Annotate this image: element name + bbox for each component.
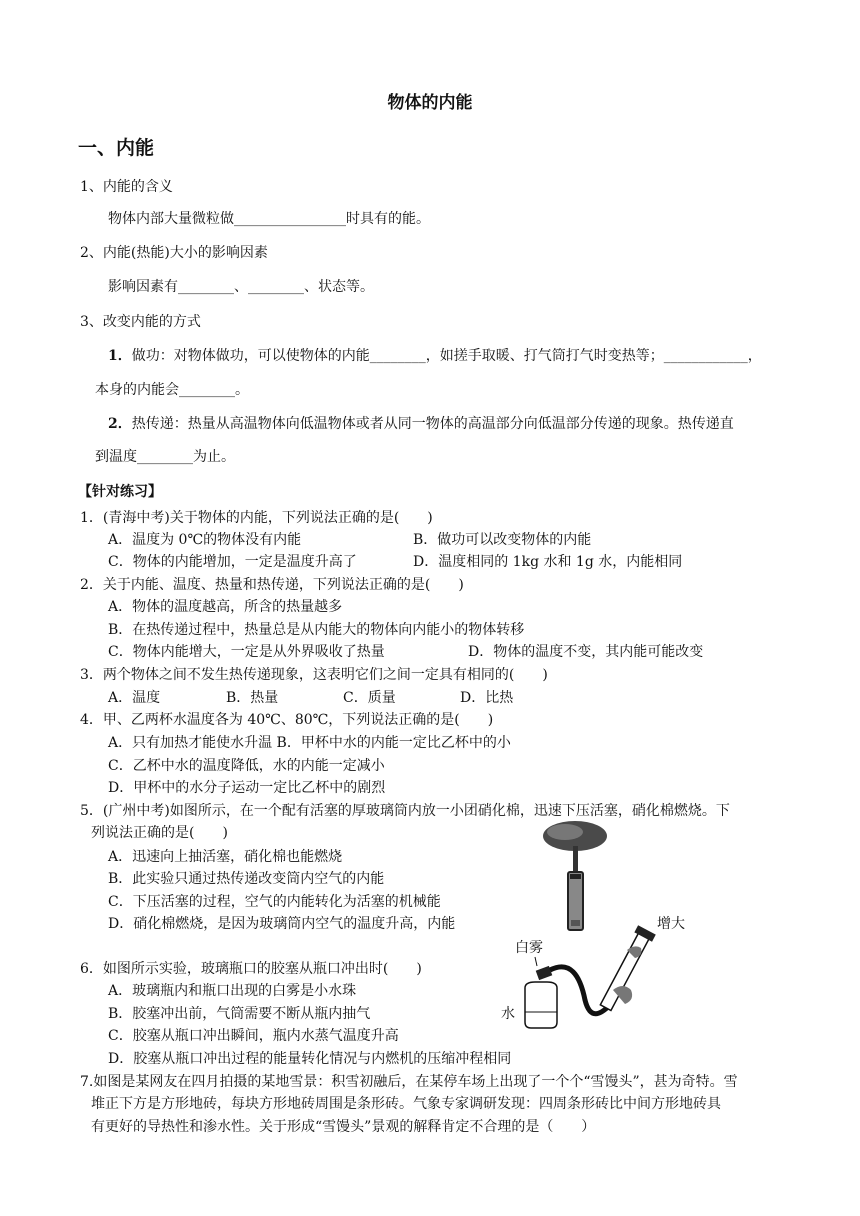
item-number: 1．: [108, 348, 132, 364]
option-c: C．胶塞从瓶口冲出瞬间，瓶内水蒸气温度升高: [108, 1028, 399, 1044]
option-d: D．物体的温度不变，其内能可能改变: [468, 644, 704, 660]
subheading-3: 3、改变内能的方式: [80, 314, 201, 330]
option-d-tail: 增大: [657, 916, 685, 932]
option-b: B．此实验只通过热传递改变筒内空气的内能: [108, 871, 385, 887]
item-number: 2．: [108, 416, 132, 432]
option-b: B．胶塞冲出前，气筒需要不断从瓶内抽气: [108, 1006, 371, 1022]
option-c: C．乙杯中水的温度降低，水的内能一定减小: [108, 758, 385, 774]
fill-blank-text: 影响因素有________、________、状态等。: [108, 279, 374, 295]
method-1-line2: 本身的内能会________。: [95, 382, 249, 398]
method-1-line1: 1．做功：对物体做功，可以使物体的内能________，如搓手取暖、打气筒打气时变热等；____________，: [108, 348, 762, 364]
subheading-1: 1、内能的含义: [80, 179, 173, 195]
glass-bottle: [525, 982, 557, 1028]
option-ab: A．只有加热才能使水升温 B．甲杯中水的内能一定比乙杯中的小: [108, 735, 511, 751]
method-2-line1: 2．热传递：热量从高温物体向低温物体或者从同一物体的高温部分向低温部分传递的现象。热传递直: [108, 416, 734, 432]
question-7-line3: 有更好的导热性和渗水性。关于形成“雪馒头”景观的解释肯定不合理的是（ ）: [91, 1119, 596, 1135]
option-a: A．温度: [108, 690, 161, 706]
question-6-stem: 6．如图所示实验，玻璃瓶口的胶塞从瓶口冲出时( ): [80, 961, 422, 977]
question-7-line2: 堆正下方是方形地砖，每块方形地砖周围是条形砖。气象专家调研发现：四周条形砖比中间方形地砖具: [91, 1096, 721, 1112]
option-b: B．在热传递过程中，热量总是从内能大的物体向内能小的物体转移: [108, 622, 525, 638]
method-2-line2: 到温度________为止。: [95, 449, 235, 465]
option-a: A．温度为 0℃的物体没有内能: [108, 532, 302, 548]
question-5-stem: 5．(广州中考)如图所示，在一个配有活塞的厚玻璃筒内放一小团硝化棉，迅速下压活塞，硝化棉燃烧。下: [80, 803, 730, 819]
option-a: A．迅速向上抽活塞，硝化棉也能燃烧: [108, 849, 343, 865]
question-1-stem: 1．(青海中考)关于物体的内能，下列说法正确的是( ): [80, 510, 433, 526]
practice-heading: 【针对练习】: [78, 484, 162, 500]
hose: [550, 967, 610, 1014]
fill-blank-text: 物体内部大量微粒做________________时具有的能。: [108, 211, 430, 227]
subheading-2: 2、内能(热能)大小的影响因素: [80, 245, 268, 261]
question-4-stem: 4．甲、乙两杯水温度各为 40℃、80℃，下列说法正确的是( ): [80, 712, 494, 728]
option-b: B．做功可以改变物体的内能: [413, 532, 592, 548]
option-d: D．胶塞从瓶口冲出过程的能量转化情况与内燃机的压缩冲程相同: [108, 1051, 512, 1067]
page-title: 物体的内能: [387, 93, 473, 113]
piston-rod: [573, 846, 578, 874]
option-d: D．硝化棉燃烧，是因为玻璃筒内空气的温度升高，内能: [108, 916, 456, 932]
question-3-stem: 3．两个物体之间不发生热传递现象，这表明它们之间一定具有相同的( ): [80, 667, 548, 683]
label-fog: 白雾: [515, 940, 543, 956]
bottle-pump-figure: [495, 920, 660, 1055]
option-a: A．物体的温度越高，所含的热量越多: [108, 599, 343, 615]
option-b: B．热量: [226, 690, 279, 706]
option-c: C．物体内能增大，一定是从外界吸收了热量: [108, 644, 385, 660]
label-water: 水: [501, 1006, 515, 1022]
question-7-line1: 7.如图是某网友在四月拍摄的某地雪景：积雪初融后，在某停车场上出现了一个个“雪馒头”，甚为奇特。雪: [80, 1074, 738, 1090]
option-a: A．玻璃瓶内和瓶口出现的白雾是小水珠: [108, 983, 357, 999]
question-2-stem: 2．关于内能、温度、热量和热传递，下列说法正确的是( ): [80, 577, 464, 593]
option-c: C．下压活塞的过程，空气的内能转化为活塞的机械能: [108, 894, 441, 910]
question-5-stem-cont: 列说法正确的是( ): [91, 825, 228, 841]
option-d: D．甲杯中的水分子运动一定比乙杯中的剧烈: [108, 780, 386, 796]
piston-tube-figure: [535, 812, 615, 932]
option-d: D．比热: [460, 690, 514, 706]
option-d: D．温度相同的 1kg 水和 1g 水，内能相同: [413, 554, 683, 570]
option-c: C．质量: [343, 690, 396, 706]
option-c: C．物体的内能增加，一定是温度升高了: [108, 554, 357, 570]
section-heading: 一、内能: [78, 137, 155, 159]
